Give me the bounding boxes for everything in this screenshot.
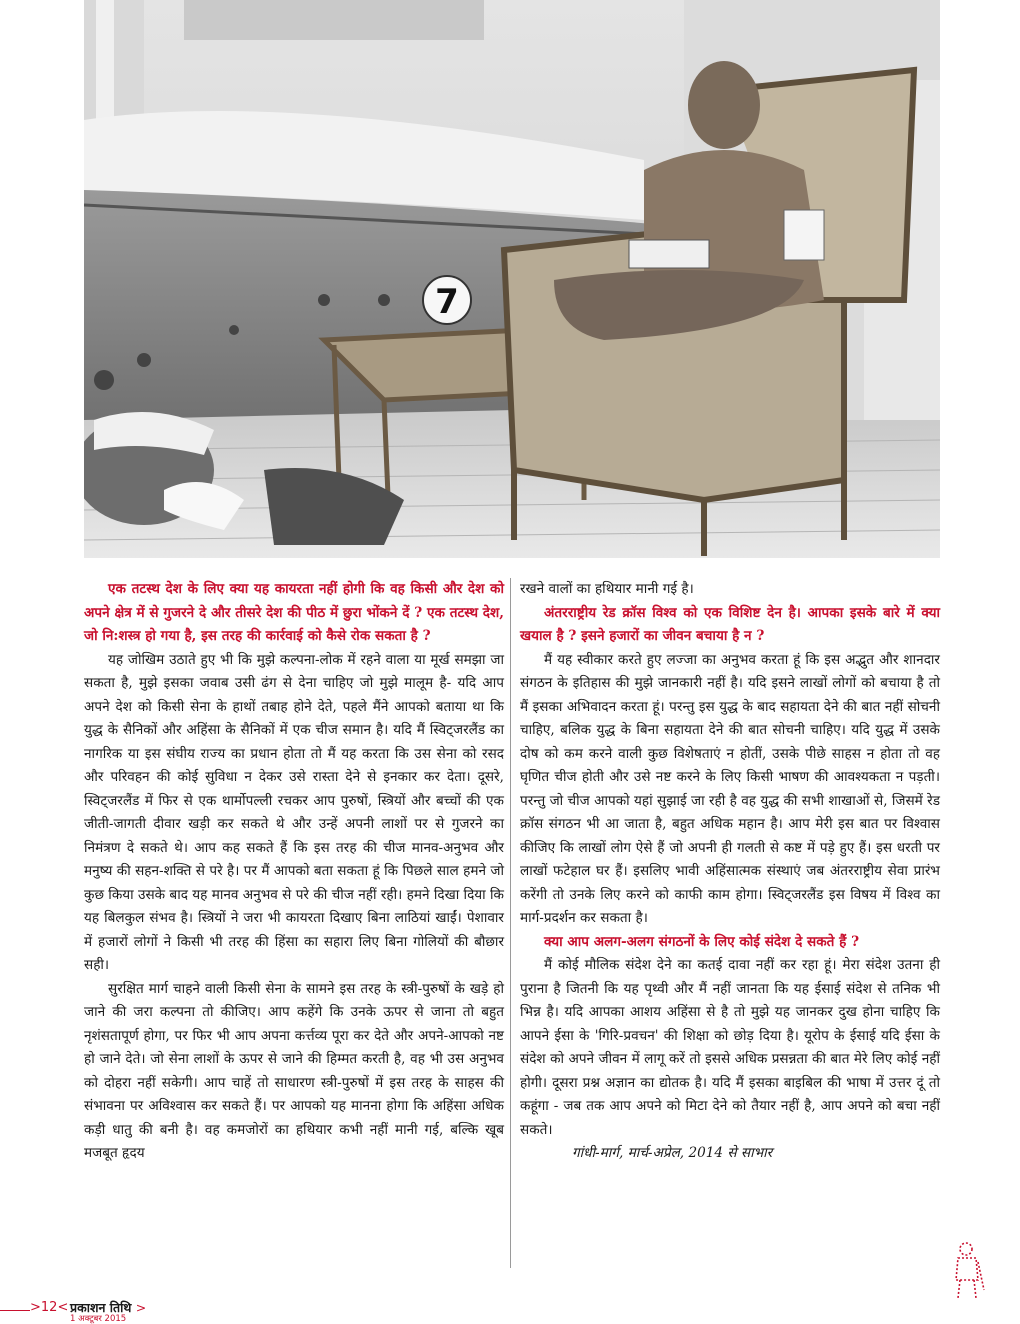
answer-paragraph-4: मैं कोई मौलिक संदेश देने का कतई दावा नहीं कर रहा हूं। मेरा संदेश उतना ही पुराना है जितनी कि यह पृथ्वी और मैं नहीं जानता कि यह ईसाई संदेश से तनिक भी भिन्न है। यदि आपका आशय अहिंसा से है तो मुझे यह जानकर दुख होना चाहिए कि आपने ईसा के 'गिरि-प्रवचन' की शिक्षा को छोड़ दिया है। यूरोप के ईसाई यदि ईसा के संदेश को अपने जीवन में लागू करें तो इससे अधिक प्रसन्नता की बात मेरे लिए कोई नहीं होगी। दूसरा प्रश्न अज्ञान का द्योतक है। यदि मैं इसका बाइबिल की भाषा में उत्तर दूं तो कहूंगा - जब तक आप अपने को मिटा देने को तैयार नहीं है, आप अपने को बचा नहीं सकते। (520, 957, 940, 1138)
question-neutral-country: एक तटस्थ देश के लिए क्या यह कायरता नहीं होगी कि वह किसी और देश को अपने क्षेत्र में से गुजरने दे और तीसरे देश की पीठ में छुरा भोंकने दें ? एक तटस्थ देश, जो नि:शस्त्र हो गया है, इस तरह की कार्रवाई को कैसे रोक सकता है ? (84, 581, 504, 644)
question-red-cross: अंतरराष्ट्रीय रेड क्रॉस विश्व को एक विशिष्ट देन है। आपका इसके बारे में क्या खयाल है ? इसने हजारों का जीवन बचाया है न ? (520, 604, 940, 644)
column-divider (510, 578, 511, 1268)
left-column (84, 578, 504, 1166)
question-message: क्या आप अलग-अलग संगठनों के लिए कोई संदेश दे सकते हैं ? (544, 933, 860, 950)
issue-date: 1 अक्टूबर 2015 (70, 1314, 127, 1324)
article-photo (84, 0, 940, 558)
page-number: >12< (30, 1300, 69, 1315)
right-column (520, 578, 940, 1166)
answer-paragraph-3: मैं यह स्वीकार करते हुए लज्जा का अनुभव करता हूं कि इस अद्भुत और शानदार संगठन के इतिहास की मुझे जानकारी नहीं है। यदि इसने लाखों लोगों को बचाया है तो मैं इसका अभिवादन करता हूं। परन्तु इस युद्ध के बाद सहायता देने की बात नहीं सोचनी चाहिए, बलिक युद्ध के बिना सहायता देने की बात सोचनी चाहिए। यदि युद्ध में उसके दोष को कम करने वाली कुछ विशेषताएं न होतीं, उसके पीछे साहस न होता तो वह घृणित चीज होती और उसे नष्ट करने के लिए किसी भाषण की आवश्यकता न पड़ती। परन्तु जो चीज आपको यहां सुझाई जा रही है वह युद्ध की सभी शाखाओं से, जिसमें रेड क्रॉस संगठन भी आ जाता है, बहुत अधिक महान है। आप मेरी इस बात पर विश्वास कीजिए कि लाखों लोग ऐसे हैं जो अपनी ही गलती से कष्ट में पड़े हुए हैं। इस धरती पर लाखों फटेहाल घर हैं। इसलिए भावी अहिंसात्मक संस्थाएं जब अंतरराष्ट्रीय सेवा प्रारंभ करेंगी तो उनके लिए करने को काफी काम होगा। स्विट्जरलैंड इस विषय में विश्व का मार्ग-प्रदर्शन कर सकता है। (520, 651, 940, 926)
answer-paragraph-2: सुरक्षित मार्ग चाहने वाली किसी सेना के सामने इस तरह के स्त्री-पुरुषों के खड़े हो जाने की जरा कल्पना तो कीजिए। आप कहेंगे कि उनके ऊपर से जाना तो बहुत नृशंसतापूर्ण होगा, पर फिर भी आप अपना कर्त्तव्य पूरा कर देते और अपने-आपको नष्ट हो जाने देते। जो सेना लाशों के ऊपर से जाने की हिम्मत करती है, वह भी उस अनुभव को दोहरा नहीं सकेगी। आप चाहें तो साधारण स्त्री-पुरुषों में इस तरह के साहस की संभावना पर अविश्वास कर सकते हैं। पर आपको यह मानना होगा कि अहिंसा अधिक कड़ी धातु की बनी है। वह कमजोरों का हथियार कभी नहीं मानी गई, बल्कि खूब मजबूत हृदय (84, 980, 504, 1161)
magazine-title: प्रकाशन तिथि > (70, 1300, 147, 1315)
answer-paragraph-1: यह जोखिम उठाते हुए भी कि मुझे कल्पना-लोक में रहने वाला या मूर्ख समझा जा सकता है, मुझे इसका जवाब उसी ढंग से देना चाहिए जो मुझे मालूम है- यदि आप अपने देश को किसी सेना के हाथों तबाह होने देते, पहले मैंने आपको बताया था कि युद्ध के सैनिकों और अहिंसा के सैनिकों में एक चीज समान है। यदि मैं स्विट्जरलैंड का नागरिक या इस संघीय राज्य का प्रधान होता तो मैं यह करता कि उस सेना को रसद और परिवहन की कोई सुविधा न देकर उसे रास्ता देने से इनकार कर देता। दूसरे, स्विट्जरलैंड में फिर से एक थार्मोपल्ली रचकर आप पुरुषों, स्त्रियों और बच्चों की एक जीती-जागती दीवार खड़ी कर सकते थे और उन्हें अपनी लाशों पर से गुजरने का निमंत्रण दे सकते थे। आप कह सकते हैं कि इस तरह की चीज मानव-अनुभव और मनुष्य की सहन-शक्ति से परे है। पर मैं आपको बता सकता हूं कि पिछले साल हमने जो कुछ किया उसके बाद यह मानव अनुभव से परे की चीज नहीं रही। हमने दिखा दिया कि यह बिलकुल संभव है। स्त्रियों ने जरा भी कायरता दिखाए बिना लाठियां खाईं। पेशावार में हजारों लोगों ने किसी भी तरह की हिंसा का सहारा लिए बिना गोलियों की बौछार सही। (84, 651, 504, 973)
boat-plate-number: 7 (435, 282, 459, 322)
footer-rule (0, 1310, 30, 1311)
page-footer (0, 1300, 220, 1322)
answer-continuation: रखने वालों का हथियार मानी गई है। (520, 581, 694, 597)
gandhi-end-mark-icon (948, 1240, 988, 1302)
source-credit: गांधी-मार्ग, मार्च-अप्रेल, 2014 से साभार (572, 1145, 773, 1161)
photo-illustration (84, 0, 940, 558)
